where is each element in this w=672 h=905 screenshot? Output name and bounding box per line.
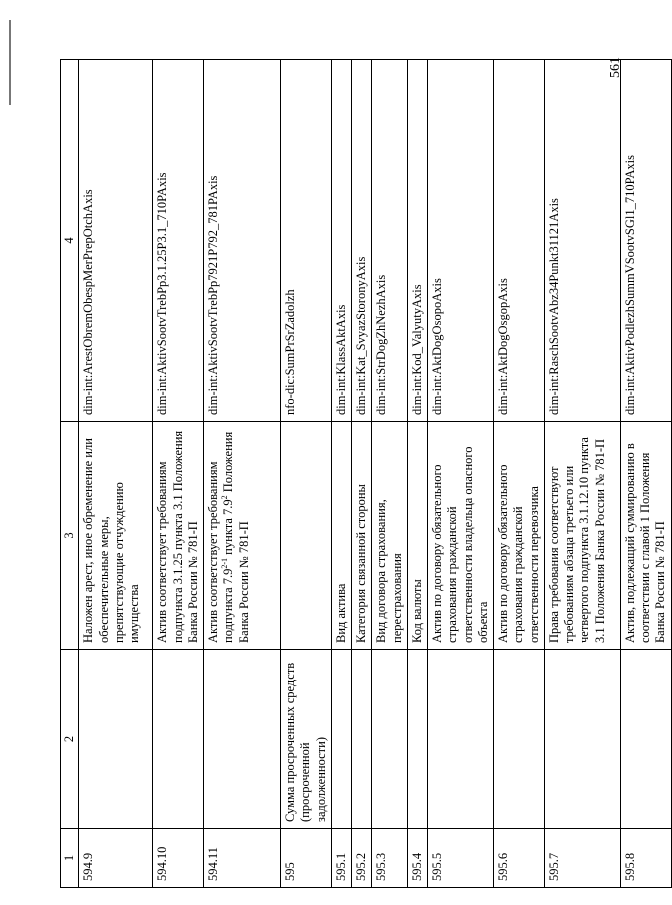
row-description: Категория связанной стороны — [352, 422, 372, 650]
row-code: 595.2 — [352, 829, 372, 888]
row-indicator: Сумма просроченных средств (просроченной задолженности) — [281, 650, 332, 829]
row-indicator — [620, 650, 671, 829]
table-row — [153, 60, 204, 888]
row-code: 595.3 — [372, 829, 408, 888]
row-identifier: dim-int:ArestObremObespMerPrepOtchAxis — [79, 60, 153, 422]
row-description: Актив по договору обязательного страхования гражданской ответственности владельца опасного объекта — [428, 422, 494, 650]
row-description: Код валюты — [407, 422, 427, 650]
description-text: Актив соответствует требованиям подпункта 7.9 — [206, 461, 236, 643]
row-identifier: dim-int:RaschSootvAbz34Punkt31121Axis — [544, 60, 620, 422]
table-header-row — [61, 60, 79, 888]
row-code: 594.10 — [153, 829, 204, 888]
description-text: пункта 7.9 — [221, 499, 236, 558]
page-number: 561 — [608, 57, 623, 78]
row-identifier: dim-int:StrDogZhNezhAxis — [372, 60, 408, 422]
column-header: 2 — [61, 650, 79, 829]
column-header: 1 — [61, 829, 79, 888]
row-indicator — [407, 650, 427, 829]
row-identifier: dim-int:KlassAktAxis — [331, 60, 351, 422]
column-header: 3 — [61, 422, 79, 650]
table-row — [281, 60, 332, 888]
table-row — [544, 60, 620, 888]
table-row — [204, 60, 281, 888]
row-description — [281, 422, 332, 650]
row-description: Актив, подлежащий суммированию в соответствии с главой 1 Положения Банка России № 781-П — [620, 422, 671, 650]
row-description: Права требования соответствуют требованиям абзаца третьего или четвертого подпункта 3.1.12.10 пункта 3.1 Положения Банка России № 781-П — [544, 422, 620, 650]
row-indicator — [494, 650, 545, 829]
row-identifier: dim-int:AktivSootvTrebPp7921P792_781PAxis — [204, 60, 281, 422]
row-description — [204, 422, 281, 650]
row-description: Вид актива — [331, 422, 351, 650]
row-code: 594.11 — [204, 829, 281, 888]
table-row — [331, 60, 351, 888]
row-indicator — [352, 650, 372, 829]
table-row — [352, 60, 372, 888]
row-description: Вид договора страхования, перестрахования — [372, 422, 408, 650]
row-identifier: dim-int:Kat_SvyazStoronyAxis — [352, 60, 372, 422]
table-row — [372, 60, 408, 888]
column-header: 4 — [61, 60, 79, 422]
description-text: Положения Банка России № 781-П — [221, 431, 251, 643]
row-code: 595.6 — [494, 829, 545, 888]
row-description: Актив по договору обязательного страхования гражданской ответственности перевозчика — [494, 422, 545, 650]
superscript: 2-1 — [220, 557, 230, 569]
table-row — [428, 60, 494, 888]
row-description: Актив соответствует требованиям подпункта 3.1.25 пункта 3.1 Положения Банка России № 781-П — [153, 422, 204, 650]
row-code: 595.4 — [407, 829, 427, 888]
row-identifier: nfo-dic:SumPrSrZadolzh — [281, 60, 332, 422]
row-indicator — [372, 650, 408, 829]
row-indicator — [153, 650, 204, 829]
row-identifier: dim-int:AktDogOsgopAxis — [494, 60, 545, 422]
row-identifier: dim-int:Kod_ValyutyAxis — [407, 60, 427, 422]
row-identifier: dim-int:AktivPodlezhSummVSootvSGl1_710PAxis — [620, 60, 671, 422]
data-table — [60, 59, 672, 888]
table-row — [494, 60, 545, 888]
row-indicator — [79, 650, 153, 829]
row-indicator — [544, 650, 620, 829]
row-indicator — [428, 650, 494, 829]
row-code: 595.5 — [428, 829, 494, 888]
superscript: 2 — [220, 495, 230, 500]
table-row — [407, 60, 427, 888]
row-indicator — [331, 650, 351, 829]
row-identifier: dim-int:AktDogOsopoAxis — [428, 60, 494, 422]
scan-edge-mark — [9, 20, 11, 105]
table-row — [620, 60, 671, 888]
row-code: 595.1 — [331, 829, 351, 888]
row-code: 595.7 — [544, 829, 620, 888]
table-row — [79, 60, 153, 888]
row-code: 595 — [281, 829, 332, 888]
row-identifier: dim-int:AktivSootvTrebPp3.1.25P3.1_710PAxis — [153, 60, 204, 422]
row-code: 595.8 — [620, 829, 671, 888]
row-code: 594.9 — [79, 829, 153, 888]
row-indicator — [204, 650, 281, 829]
row-description: Наложен арест, иное обременение или обеспечительные меры, препятствующие отчуждению имущества — [79, 422, 153, 650]
